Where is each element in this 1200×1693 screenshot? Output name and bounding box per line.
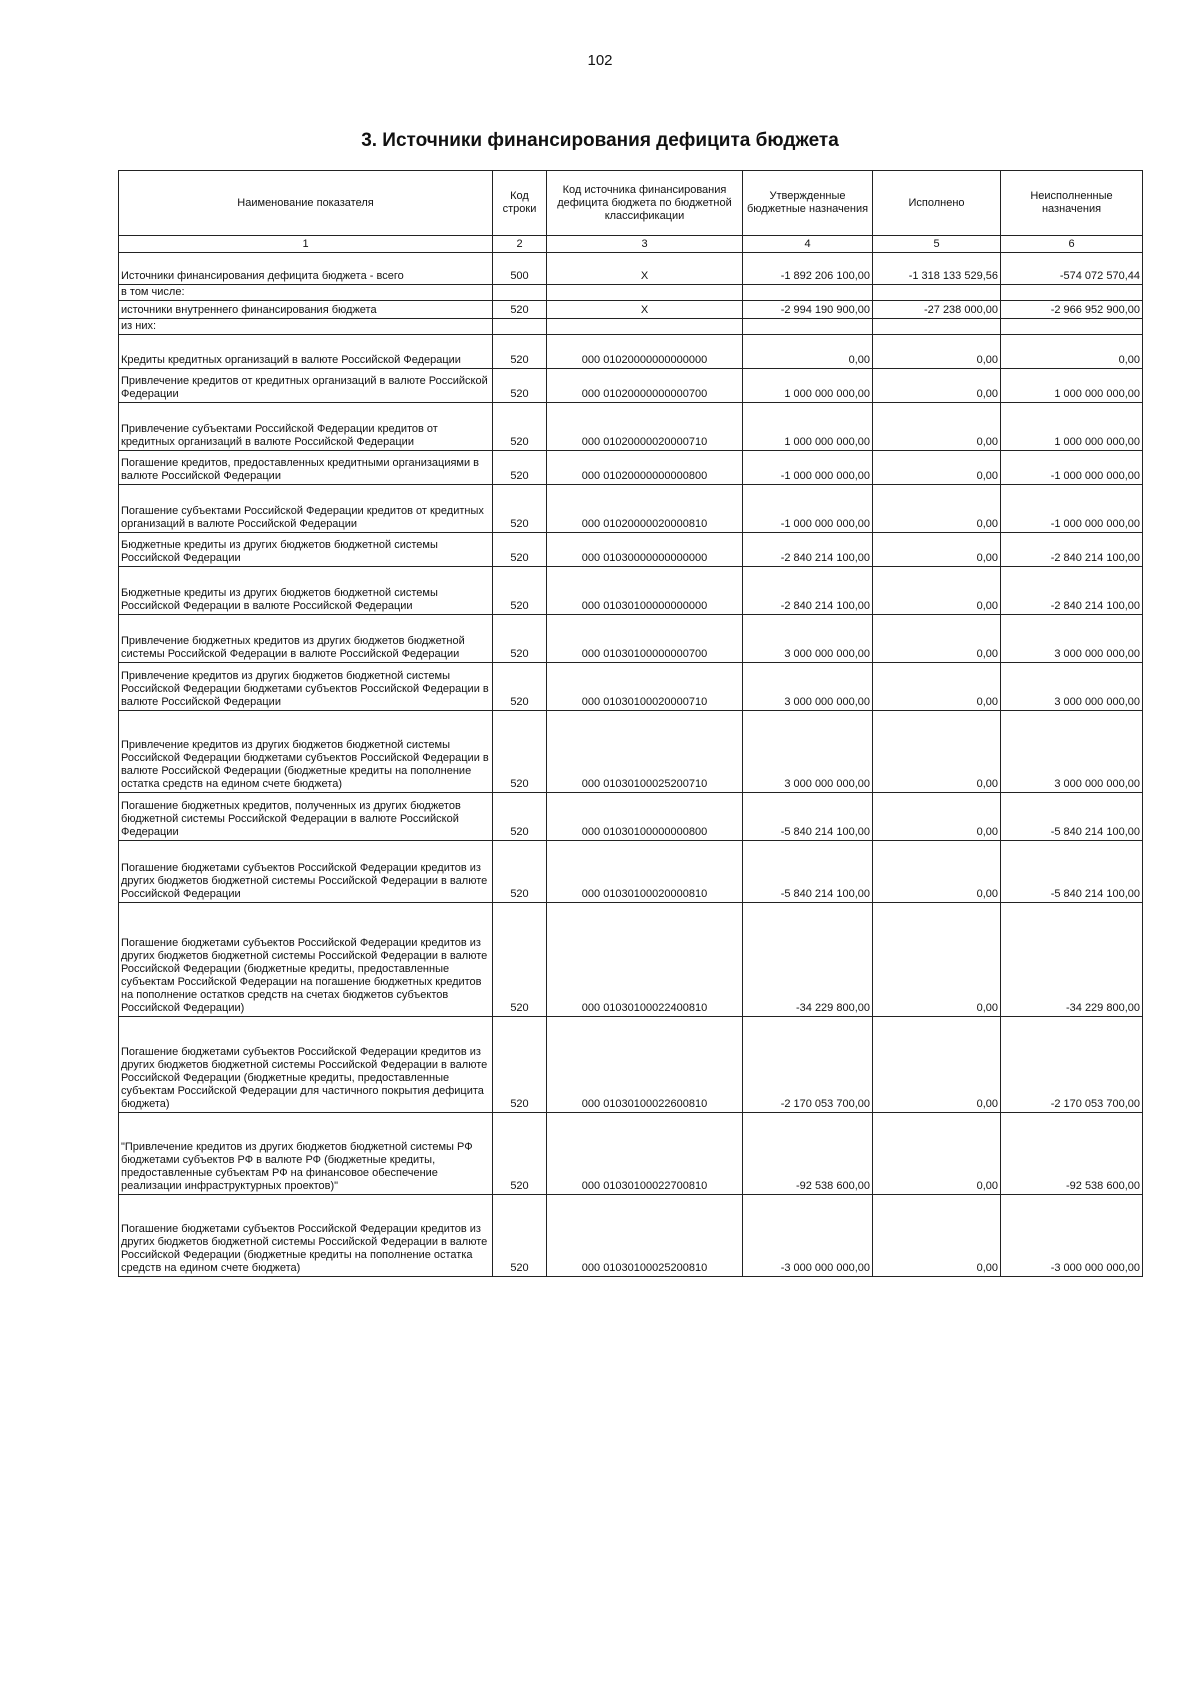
cell-approved [743, 319, 873, 335]
table-header-row [119, 171, 1143, 236]
header-code: Код строки [493, 171, 547, 236]
cell-approved: -2 840 214 100,00 [743, 567, 873, 615]
table-row [119, 793, 1143, 841]
cell-source: 000 01020000020000710 [547, 403, 743, 451]
cell-name: Погашение бюджетных кредитов, полученных из других бюджетов бюджетной системы Российской Федерации в валюте Российской Федерации [119, 793, 493, 841]
cell-unexecuted: -2 170 053 700,00 [1001, 1017, 1143, 1113]
cell-name: источники внутреннего финансирования бюджета [119, 301, 493, 319]
cell-unexecuted: -2 840 214 100,00 [1001, 533, 1143, 567]
cell-executed: 0,00 [873, 369, 1001, 403]
cell-source: 000 01020000000000800 [547, 451, 743, 485]
cell-source: X [547, 253, 743, 285]
cell-code: 520 [493, 403, 547, 451]
cell-source: 000 01030100000000800 [547, 793, 743, 841]
table-row [119, 615, 1143, 663]
cell-approved: 3 000 000 000,00 [743, 663, 873, 711]
cell-approved: 3 000 000 000,00 [743, 615, 873, 663]
cell-unexecuted: 1 000 000 000,00 [1001, 403, 1143, 451]
cell-name: Привлечение кредитов из других бюджетов бюджетной системы Российской Федерации бюджетами субъектов Российской Федерации в валюте Российской Федерации (бюджетные кредиты на пополнение остатка средств на едином счете бюджета) [119, 711, 493, 793]
deficit-financing-table [118, 170, 1143, 1277]
table-row [119, 533, 1143, 567]
cell-executed: -1 318 133 529,56 [873, 253, 1001, 285]
cell-source: 000 01030100022400810 [547, 903, 743, 1017]
cell-code: 520 [493, 301, 547, 319]
cell-name: Бюджетные кредиты из других бюджетов бюджетной системы Российской Федерации [119, 533, 493, 567]
cell-unexecuted: -34 229 800,00 [1001, 903, 1143, 1017]
cell-unexecuted: 3 000 000 000,00 [1001, 615, 1143, 663]
column-number: 2 [493, 236, 547, 253]
cell-name: "Привлечение кредитов из других бюджетов бюджетной системы РФ бюджетами субъектов РФ в валюте РФ (бюджетные кредиты, предоставленные субъектам РФ на финансовое обеспечение реализации инфраструктурных проектов)" [119, 1113, 493, 1195]
column-number: 3 [547, 236, 743, 253]
cell-unexecuted: -5 840 214 100,00 [1001, 841, 1143, 903]
header-executed: Исполнено [873, 171, 1001, 236]
cell-code: 520 [493, 841, 547, 903]
cell-approved: -5 840 214 100,00 [743, 793, 873, 841]
cell-executed: 0,00 [873, 451, 1001, 485]
cell-unexecuted: 3 000 000 000,00 [1001, 663, 1143, 711]
cell-name: Погашение бюджетами субъектов Российской Федерации кредитов из других бюджетов бюджетной системы Российской Федерации в валюте Российской Федерации (бюджетные кредиты, предоставленные субъектам Российской Федерации для частичного покрытия дефицита бюджета) [119, 1017, 493, 1113]
cell-source: 000 01030100022600810 [547, 1017, 743, 1113]
cell-unexecuted [1001, 285, 1143, 301]
cell-name: Кредиты кредитных организаций в валюте Российской Федерации [119, 335, 493, 369]
cell-name: Привлечение кредитов от кредитных организаций в валюте Российской Федерации [119, 369, 493, 403]
cell-approved: -5 840 214 100,00 [743, 841, 873, 903]
cell-unexecuted: 0,00 [1001, 335, 1143, 369]
cell-name: Погашение кредитов, предоставленных кредитными организациями в валюте Российской Федерации [119, 451, 493, 485]
cell-unexecuted: -5 840 214 100,00 [1001, 793, 1143, 841]
cell-source: 000 01030100000000000 [547, 567, 743, 615]
table-row [119, 451, 1143, 485]
cell-code: 520 [493, 567, 547, 615]
cell-name: Привлечение кредитов из других бюджетов бюджетной системы Российской Федерации бюджетами субъектов Российской Федерации в валюте Российской Федерации [119, 663, 493, 711]
cell-code: 520 [493, 711, 547, 793]
cell-name: Погашение бюджетами субъектов Российской Федерации кредитов из других бюджетов бюджетной системы Российской Федерации в валюте Российской Федерации (бюджетные кредиты на пополнение остатка средств на едином счете бюджета) [119, 1195, 493, 1277]
table-row [119, 663, 1143, 711]
column-number-row [119, 236, 1143, 253]
cell-executed: 0,00 [873, 663, 1001, 711]
cell-executed: 0,00 [873, 485, 1001, 533]
cell-source: 000 01030000000000000 [547, 533, 743, 567]
cell-approved: -3 000 000 000,00 [743, 1195, 873, 1277]
cell-code: 520 [493, 663, 547, 711]
cell-code: 520 [493, 1113, 547, 1195]
cell-unexecuted: 1 000 000 000,00 [1001, 369, 1143, 403]
cell-executed: -27 238 000,00 [873, 301, 1001, 319]
cell-executed [873, 319, 1001, 335]
table-row [119, 711, 1143, 793]
table-row [119, 1017, 1143, 1113]
cell-source: 000 01030100022700810 [547, 1113, 743, 1195]
cell-unexecuted: -2 840 214 100,00 [1001, 567, 1143, 615]
cell-unexecuted: 3 000 000 000,00 [1001, 711, 1143, 793]
table-row [119, 403, 1143, 451]
cell-code: 500 [493, 253, 547, 285]
cell-approved: -1 000 000 000,00 [743, 485, 873, 533]
cell-source: 000 01030100025200810 [547, 1195, 743, 1277]
header-approved: Утвержденные бюджетные назначения [743, 171, 873, 236]
cell-name: Погашение бюджетами субъектов Российской Федерации кредитов из других бюджетов бюджетной системы Российской Федерации в валюте Российской Федерации [119, 841, 493, 903]
cell-approved: -2 994 190 900,00 [743, 301, 873, 319]
cell-executed: 0,00 [873, 903, 1001, 1017]
cell-code: 520 [493, 1195, 547, 1277]
cell-source [547, 285, 743, 301]
cell-name: Привлечение субъектами Российской Федерации кредитов от кредитных организаций в валюте Российской Федерации [119, 403, 493, 451]
page-title: 3. Источники финансирования дефицита бюджета [361, 130, 839, 151]
cell-code: 520 [493, 793, 547, 841]
cell-code: 520 [493, 485, 547, 533]
cell-source: 000 01030100025200710 [547, 711, 743, 793]
cell-approved: -2 170 053 700,00 [743, 1017, 873, 1113]
cell-executed: 0,00 [873, 403, 1001, 451]
column-number: 6 [1001, 236, 1143, 253]
table-row [119, 1195, 1143, 1277]
cell-approved: -34 229 800,00 [743, 903, 873, 1017]
cell-executed: 0,00 [873, 615, 1001, 663]
table-row [119, 841, 1143, 903]
cell-executed: 0,00 [873, 793, 1001, 841]
cell-approved: 1 000 000 000,00 [743, 369, 873, 403]
cell-source: 000 01020000000000700 [547, 369, 743, 403]
cell-unexecuted: -3 000 000 000,00 [1001, 1195, 1143, 1277]
cell-approved: 0,00 [743, 335, 873, 369]
cell-approved: -1 892 206 100,00 [743, 253, 873, 285]
cell-executed: 0,00 [873, 1017, 1001, 1113]
cell-name: Источники финансирования дефицита бюджета - всего [119, 253, 493, 285]
cell-approved [743, 285, 873, 301]
table-row [119, 301, 1143, 319]
cell-code [493, 285, 547, 301]
cell-code [493, 319, 547, 335]
table-row [119, 1113, 1143, 1195]
header-source: Код источника финансирования дефицита бюджета по бюджетной классификации [547, 171, 743, 236]
cell-source: 000 01030100000000700 [547, 615, 743, 663]
cell-code: 520 [493, 533, 547, 567]
cell-name: Бюджетные кредиты из других бюджетов бюджетной системы Российской Федерации в валюте Российской Федерации [119, 567, 493, 615]
table-row [119, 253, 1143, 285]
column-number: 4 [743, 236, 873, 253]
cell-executed: 0,00 [873, 533, 1001, 567]
table-row [119, 903, 1143, 1017]
table-row [119, 369, 1143, 403]
cell-source: 000 01030100020000810 [547, 841, 743, 903]
cell-unexecuted: -574 072 570,44 [1001, 253, 1143, 285]
cell-executed [873, 285, 1001, 301]
cell-code: 520 [493, 615, 547, 663]
header-name: Наименование показателя [119, 171, 493, 236]
cell-name: Привлечение бюджетных кредитов из других бюджетов бюджетной системы Российской Федерации в валюте Российской Федерации [119, 615, 493, 663]
column-number: 5 [873, 236, 1001, 253]
cell-executed: 0,00 [873, 335, 1001, 369]
cell-source: 000 01030100020000710 [547, 663, 743, 711]
cell-unexecuted: -1 000 000 000,00 [1001, 451, 1143, 485]
table-row [119, 319, 1143, 335]
table-row [119, 285, 1143, 301]
cell-approved: -92 538 600,00 [743, 1113, 873, 1195]
cell-code: 520 [493, 903, 547, 1017]
cell-name: в том числе: [119, 285, 493, 301]
cell-unexecuted [1001, 319, 1143, 335]
cell-name: из них: [119, 319, 493, 335]
cell-code: 520 [493, 1017, 547, 1113]
cell-unexecuted: -1 000 000 000,00 [1001, 485, 1143, 533]
cell-executed: 0,00 [873, 1113, 1001, 1195]
cell-source: X [547, 301, 743, 319]
cell-source: 000 01020000020000810 [547, 485, 743, 533]
cell-executed: 0,00 [873, 841, 1001, 903]
cell-name: Погашение бюджетами субъектов Российской Федерации кредитов из других бюджетов бюджетной системы Российской Федерации в валюте Российской Федерации (бюджетные кредиты, предоставленные субъектам Российской Федерации на погашение бюджетных кредитов на пополнение остатков средств на счетах бюджетов субъектов Российской Федерации) [119, 903, 493, 1017]
cell-code: 520 [493, 451, 547, 485]
cell-unexecuted: -2 966 952 900,00 [1001, 301, 1143, 319]
cell-code: 520 [493, 369, 547, 403]
table-row [119, 567, 1143, 615]
cell-executed: 0,00 [873, 567, 1001, 615]
header-unexecuted: Неисполненные назначения [1001, 171, 1143, 236]
cell-approved: 3 000 000 000,00 [743, 711, 873, 793]
cell-name: Погашение субъектами Российской Федерации кредитов от кредитных организаций в валюте Российской Федерации [119, 485, 493, 533]
cell-approved: -2 840 214 100,00 [743, 533, 873, 567]
cell-code: 520 [493, 335, 547, 369]
cell-source: 000 01020000000000000 [547, 335, 743, 369]
cell-executed: 0,00 [873, 1195, 1001, 1277]
cell-executed: 0,00 [873, 711, 1001, 793]
cell-approved: 1 000 000 000,00 [743, 403, 873, 451]
table-row [119, 335, 1143, 369]
cell-approved: -1 000 000 000,00 [743, 451, 873, 485]
cell-unexecuted: -92 538 600,00 [1001, 1113, 1143, 1195]
table-row [119, 485, 1143, 533]
column-number: 1 [119, 236, 493, 253]
cell-source [547, 319, 743, 335]
page-number: 102 [587, 52, 613, 69]
